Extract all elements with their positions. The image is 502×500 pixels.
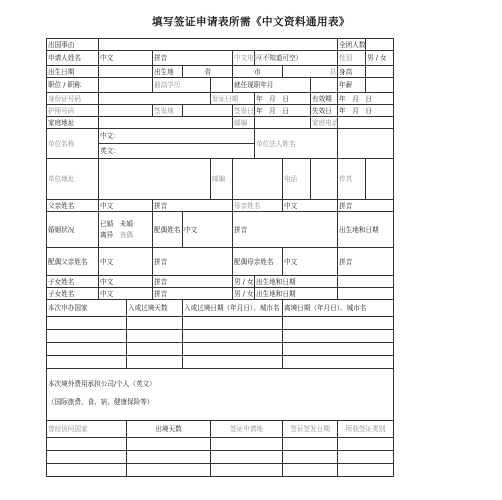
home-tel-field[interactable] [338, 117, 394, 129]
visited-country-header: 曾经访问国家 [47, 421, 127, 438]
passport-issue-date[interactable]: 年 月 日 [255, 105, 311, 117]
id-valid-date[interactable]: 年 月 日 [338, 93, 394, 105]
sp-mother-py-label: 拼音 [339, 257, 353, 266]
spouse-zh-label: 中文 [184, 225, 198, 234]
visited-cell[interactable] [283, 464, 338, 477]
spouse-label: 配偶姓名 [153, 212, 183, 248]
trip-exit-header: 离境日期（年月日）、城市名 [283, 300, 394, 317]
visited-row [47, 438, 394, 451]
mother-zh[interactable] [283, 200, 338, 212]
employer-zh[interactable] [99, 129, 255, 144]
trip-row [47, 330, 394, 343]
emp-post-label: 邮编 [211, 159, 233, 200]
birthplace-label: 出生地 [153, 66, 183, 78]
marriage-label: 婚姻状况 [47, 212, 99, 248]
id-label: 身份证号码 [47, 93, 99, 105]
group-count-field[interactable] [366, 39, 394, 51]
home-tel-label: 家庭电话 [312, 118, 339, 127]
trip-cell[interactable] [127, 330, 183, 343]
province-label: 省 [183, 66, 233, 78]
spouse-birth-label: 出生地和日期 [338, 212, 394, 248]
mother-zh-label: 中文 [284, 201, 298, 210]
passport-label: 护照号码 [47, 105, 99, 117]
trip-row [47, 343, 394, 356]
trip-cell[interactable] [47, 356, 127, 369]
sp-father-label: 配偶父亲姓名 [47, 248, 99, 276]
application-form [46, 38, 393, 477]
visited-cell[interactable] [211, 438, 283, 451]
trip-cell[interactable] [47, 317, 127, 330]
visited-place-header: 签证申请地 [211, 421, 283, 438]
emp-tel-field[interactable] [311, 159, 338, 200]
job-date-field[interactable] [311, 78, 338, 93]
visited-cell[interactable] [47, 451, 127, 464]
employer-en-label: 英文： [100, 147, 120, 155]
passport-expire-date[interactable]: 年 月 日 [338, 105, 394, 117]
child2-birth-label: 出生地和日期 [255, 288, 338, 300]
visited-cell[interactable] [47, 464, 127, 477]
emp-post-field[interactable] [233, 159, 283, 200]
trip-row [47, 356, 394, 369]
trip-cell[interactable] [127, 343, 183, 356]
visited-cell[interactable] [338, 438, 394, 451]
visited-cell[interactable] [283, 451, 338, 464]
sp-father-zh-label: 中文 [100, 257, 114, 266]
visited-cell[interactable] [127, 438, 211, 451]
child1-py-label: 拼音 [154, 277, 168, 286]
telecode-note: （不知道可空） [255, 51, 338, 66]
form-title: 填写签证申请表所需《中文资料通用表》 [152, 16, 350, 28]
home-label: 家庭地址 [47, 117, 99, 129]
mother-py-label: 拼音 [339, 201, 353, 210]
child2-py-label: 拼音 [154, 289, 168, 298]
trip-stay-header: 入或过境天数 [127, 300, 183, 317]
visited-date-header: 签证签发日期 [283, 421, 338, 438]
sp-mother-zh-label: 中文 [284, 257, 298, 266]
sex-label: 性别 [338, 51, 366, 66]
trip-row [47, 317, 394, 330]
job-label: 职位 / 职称 [47, 78, 99, 93]
spouse-py-label: 拼音 [234, 225, 248, 234]
sp-mother-label: 配偶母亲姓名 [233, 248, 283, 276]
id-issue-label: 发证日期 [211, 93, 255, 105]
emp-tel-label: 电话 [283, 159, 311, 200]
id-valid-label: 有效期 [311, 93, 338, 105]
married-option[interactable]: 已婚 [100, 219, 114, 228]
father-zh[interactable] [99, 200, 153, 212]
trip-cell[interactable] [127, 317, 183, 330]
salary-field[interactable] [366, 78, 394, 93]
id-issue-date[interactable]: 年 月 日 [255, 93, 311, 105]
child2-sex[interactable]: 男 / 女 [234, 289, 254, 298]
birth-field[interactable] [99, 66, 153, 78]
visited-row [47, 451, 394, 464]
sp-father-zh[interactable] [99, 248, 153, 276]
form-table [46, 38, 394, 477]
trip-cell[interactable] [283, 343, 394, 356]
sex-options[interactable]: 男 / 女 [366, 51, 394, 66]
visited-cell[interactable] [211, 464, 283, 477]
child2-py[interactable] [153, 288, 233, 300]
home-post-label: 邮编 [233, 117, 255, 129]
child2-label: 子女姓名 [47, 288, 99, 300]
telecode-label: 中文电码 [233, 51, 255, 66]
employer-en[interactable] [99, 144, 255, 159]
marriage-options[interactable] [99, 212, 153, 248]
home-post-field[interactable] [255, 117, 311, 129]
child1-zh-label: 中文 [100, 277, 114, 286]
height-label: 身高 [338, 66, 366, 78]
name-py[interactable] [153, 51, 233, 66]
emp-fax-label: 传真 [338, 159, 366, 200]
trip-cell[interactable] [47, 343, 127, 356]
visited-cell[interactable] [338, 464, 394, 477]
emp-fax-field[interactable] [366, 159, 394, 200]
payer-line2: （国际旅费、食、宿、健康保险等） [48, 398, 154, 406]
payer-field[interactable] [47, 369, 394, 421]
passport-date-label: 签发日 [234, 106, 254, 115]
trip-cell[interactable] [127, 356, 183, 369]
height-field[interactable] [366, 66, 394, 78]
purpose-label: 出国事由 [47, 39, 99, 51]
group-count-label: 全团人数 [339, 40, 366, 49]
mother-py[interactable] [338, 200, 394, 212]
sp-mother-zh[interactable] [283, 248, 338, 276]
trip-cell[interactable] [283, 317, 394, 330]
spouse-py[interactable] [233, 212, 338, 248]
visited-cell[interactable] [47, 438, 127, 451]
father-py[interactable] [153, 200, 233, 212]
emp-addr-label: 单位地址 [47, 159, 99, 200]
child1-birth-field[interactable] [338, 276, 394, 288]
trip-cell[interactable] [283, 356, 394, 369]
city-label: 市 [233, 66, 283, 78]
divorced-option[interactable]: 离异 [100, 230, 114, 239]
sp-father-py[interactable] [153, 248, 233, 276]
sp-mother-py[interactable] [338, 248, 394, 276]
name-zh[interactable] [99, 51, 153, 66]
father-py-label: 拼音 [154, 201, 168, 210]
visited-cell[interactable] [211, 451, 283, 464]
county-label: 县 [283, 66, 338, 78]
name-label: 申请人姓名 [47, 51, 99, 66]
child2-birth-field[interactable] [338, 288, 394, 300]
child1-birth-label: 出生地和日期 [255, 276, 338, 288]
visited-cell[interactable] [127, 451, 211, 464]
father-zh-label: 中文 [100, 201, 114, 210]
edu-label: 最高学历 [153, 78, 211, 93]
mother-label: 母亲姓名 [233, 200, 283, 212]
passport-place-label: 签发地 [153, 105, 183, 117]
birth-label: 出生日期 [47, 66, 99, 78]
visited-days-header: 出境天数 [127, 421, 211, 438]
payer-line1: 本次境外费用承担公司/个人（英文） [48, 380, 156, 388]
employer-zh-label: 中文： [100, 132, 120, 140]
visited-cell[interactable] [338, 451, 394, 464]
trip-cell[interactable] [183, 330, 283, 343]
salary-label: 年薪 [338, 78, 366, 93]
trip-cell[interactable] [183, 356, 283, 369]
edu-field[interactable] [211, 78, 233, 93]
legal-person-label: 单位法人姓名 [255, 129, 338, 159]
visited-type-header: 所获签证类别 [338, 421, 394, 438]
trip-country-header: 本次申办国家 [47, 300, 127, 317]
purpose-field[interactable] [99, 39, 338, 51]
trip-cell[interactable] [283, 330, 394, 343]
trip-cell[interactable] [183, 317, 283, 330]
trip-entry-header: 入或过境日期（年月日）、城市名 [183, 300, 283, 317]
emp-addr-field[interactable] [99, 159, 211, 200]
legal-person-field[interactable] [338, 129, 394, 159]
child2-zh[interactable] [99, 288, 153, 300]
passport-expire-label: 失效日 [311, 105, 338, 117]
name-zh-label: 中文 [100, 54, 114, 62]
passport-field[interactable] [99, 105, 153, 117]
employer-label: 单位名称 [47, 129, 99, 159]
child1-sex[interactable]: 男 / 女 [234, 277, 254, 286]
job-field[interactable] [99, 78, 153, 93]
child2-zh-label: 中文 [100, 289, 114, 298]
visited-cell[interactable] [127, 464, 211, 477]
visited-row [47, 464, 394, 477]
id-field[interactable] [99, 93, 211, 105]
widowed-option[interactable]: 丧偶 [119, 230, 133, 239]
child1-zh[interactable] [99, 276, 153, 288]
name-py-label: 拼音 [154, 54, 168, 62]
child1-label: 子女姓名 [47, 276, 99, 288]
trip-cell[interactable] [183, 343, 283, 356]
sp-father-py-label: 拼音 [154, 257, 168, 266]
spouse-zh[interactable] [183, 212, 233, 248]
child1-py[interactable] [153, 276, 233, 288]
job-date-label: 就任现职年月 [233, 78, 311, 93]
passport-place-field[interactable] [183, 105, 233, 117]
father-label: 父亲姓名 [47, 200, 99, 212]
trip-cell[interactable] [47, 330, 127, 343]
single-option[interactable]: 未婚 [119, 219, 133, 228]
home-field[interactable] [99, 117, 233, 129]
visited-cell[interactable] [283, 438, 338, 451]
